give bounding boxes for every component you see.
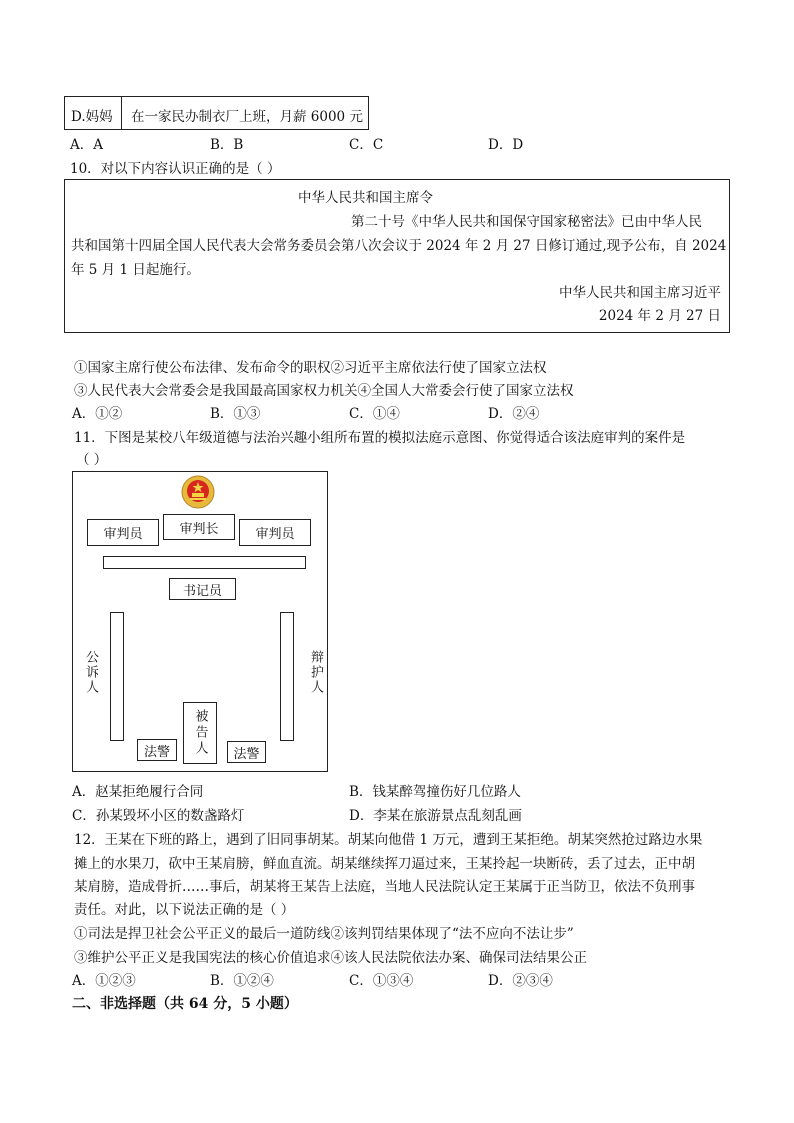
table-divider bbox=[121, 97, 122, 129]
q12-option-d: D．②③④ bbox=[488, 973, 553, 989]
decree-box bbox=[64, 179, 730, 333]
decree-date: 2024 年 2 月 27 日 bbox=[598, 308, 721, 324]
q12-statement-2: ③维护公平正义是我国宪法的核心价值追求④该人民法院依法办案、确保司法结果公正 bbox=[74, 950, 587, 966]
q10-option-c: C．①④ bbox=[349, 406, 400, 422]
q9-option-b: B．B bbox=[210, 137, 244, 153]
q9-option-d: D．D bbox=[488, 137, 524, 153]
q10-option-d: D．②④ bbox=[488, 406, 540, 422]
q9-row-label: D.妈妈 bbox=[71, 109, 113, 125]
q9-option-a: A．A bbox=[70, 137, 103, 153]
q11-stem-line-2: （ ） bbox=[76, 452, 108, 468]
q12-option-c: C．①③④ bbox=[349, 973, 414, 989]
judge-right-seat bbox=[239, 519, 311, 546]
q9-row-content: 在一家民办制衣厂上班，月薪 6000 元 bbox=[131, 109, 363, 125]
q10-option-a: A．①② bbox=[72, 406, 123, 422]
q12-stem-line-2: 摊上的水果刀，砍中王某肩膀，鲜血直流。胡某继续挥刀逼过来，王某拎起一块断砖，丢了过去，正中胡 bbox=[74, 856, 695, 872]
q10-option-b: B．①③ bbox=[210, 406, 261, 422]
q12-option-a: A．①②③ bbox=[72, 973, 136, 989]
q11-option-b: B．钱某醉驾撞伤好几位路人 bbox=[349, 784, 521, 800]
decree-line-1: 第二十号《中华人民共和国保守国家秘密法》已由中华人民 bbox=[351, 214, 702, 230]
q12-stem-line-4: 责任。对此，以下说法正确的是（ ） bbox=[74, 902, 295, 918]
courtroom-diagram bbox=[72, 471, 328, 772]
decree-line-2: 共和国第十四届全国人民代表大会常务委员会第八次会议于 2024 年 2 月 27 日修订通过,现予公布，自 2024 bbox=[71, 238, 727, 254]
presiding-judge-seat bbox=[163, 514, 235, 540]
defender-label: 辩护人 bbox=[308, 650, 323, 695]
judges-bench bbox=[103, 556, 306, 569]
q12-stem-line-3: 某肩膀，造成骨折……事后，胡某将王某告上法庭，当地人民法院认定王某属于正当防卫，依法不负刑事 bbox=[74, 879, 695, 895]
q12-option-b: B．①②④ bbox=[210, 973, 274, 989]
clerk-seat bbox=[169, 578, 236, 600]
q11-option-a: A．赵某拒绝履行合同 bbox=[72, 784, 204, 800]
q11-option-d: D．李某在旅游景点乱刻乱画 bbox=[349, 808, 522, 824]
q9-option-table bbox=[64, 96, 369, 130]
decree-line-3: 年 5 月 1 日起施行。 bbox=[71, 262, 200, 278]
bailiff-left-label: 法警 bbox=[143, 744, 170, 760]
bailiff-left-seat bbox=[137, 739, 177, 761]
presiding-judge-label: 审判长 bbox=[179, 521, 219, 537]
national-emblem-icon bbox=[181, 475, 215, 509]
q12-statement-1: ①司法是捍卫社会公平正义的最后一道防线②该判罚结果体现了“法不应向不法让步” bbox=[74, 926, 574, 942]
bailiff-right-seat bbox=[227, 741, 266, 763]
judge-left-label: 审判员 bbox=[103, 527, 143, 542]
defender-desk bbox=[280, 612, 294, 741]
judge-left-seat bbox=[87, 519, 159, 546]
q10-statement-1: ①国家主席行使公布法律、发布命令的职权②习近平主席依法行使了国家立法权 bbox=[74, 360, 547, 376]
decree-signer: 中华人民共和国主席习近平 bbox=[559, 285, 721, 301]
q12-stem-line-1: 12．王某在下班的路上，遇到了旧同事胡某。胡某向他借 1 万元，遭到王某拒绝。胡某突然抢过路边水果 bbox=[74, 832, 703, 848]
bailiff-right-label: 法警 bbox=[233, 746, 260, 762]
prosecutor-label: 公诉人 bbox=[83, 650, 98, 695]
judge-right-label: 审判员 bbox=[255, 527, 295, 542]
prosecutor-desk bbox=[110, 612, 124, 741]
q10-statement-2: ③人民代表大会常委会是我国最高国家权力机关④全国人大常委会行使了国家立法权 bbox=[74, 383, 574, 399]
q11-stem-line-1: 11．下图是某校八年级道德与法治兴趣小组所布置的模拟法庭示意图、你觉得适合该法庭审判的案件是 bbox=[74, 430, 686, 446]
defendant-seat bbox=[183, 702, 217, 764]
defendant-label: 被告人 bbox=[192, 709, 208, 757]
q9-option-c: C．C bbox=[349, 137, 384, 153]
section-heading: 二、非选择题（共 64 分，5 小题） bbox=[72, 996, 298, 1012]
decree-title: 中华人民共和国主席令 bbox=[298, 190, 433, 206]
q11-option-c: C．孙某毁坏小区的数盏路灯 bbox=[72, 808, 245, 824]
clerk-label: 书记员 bbox=[182, 583, 222, 599]
q10-stem: 10．对以下内容认识正确的是（ ） bbox=[70, 161, 281, 177]
